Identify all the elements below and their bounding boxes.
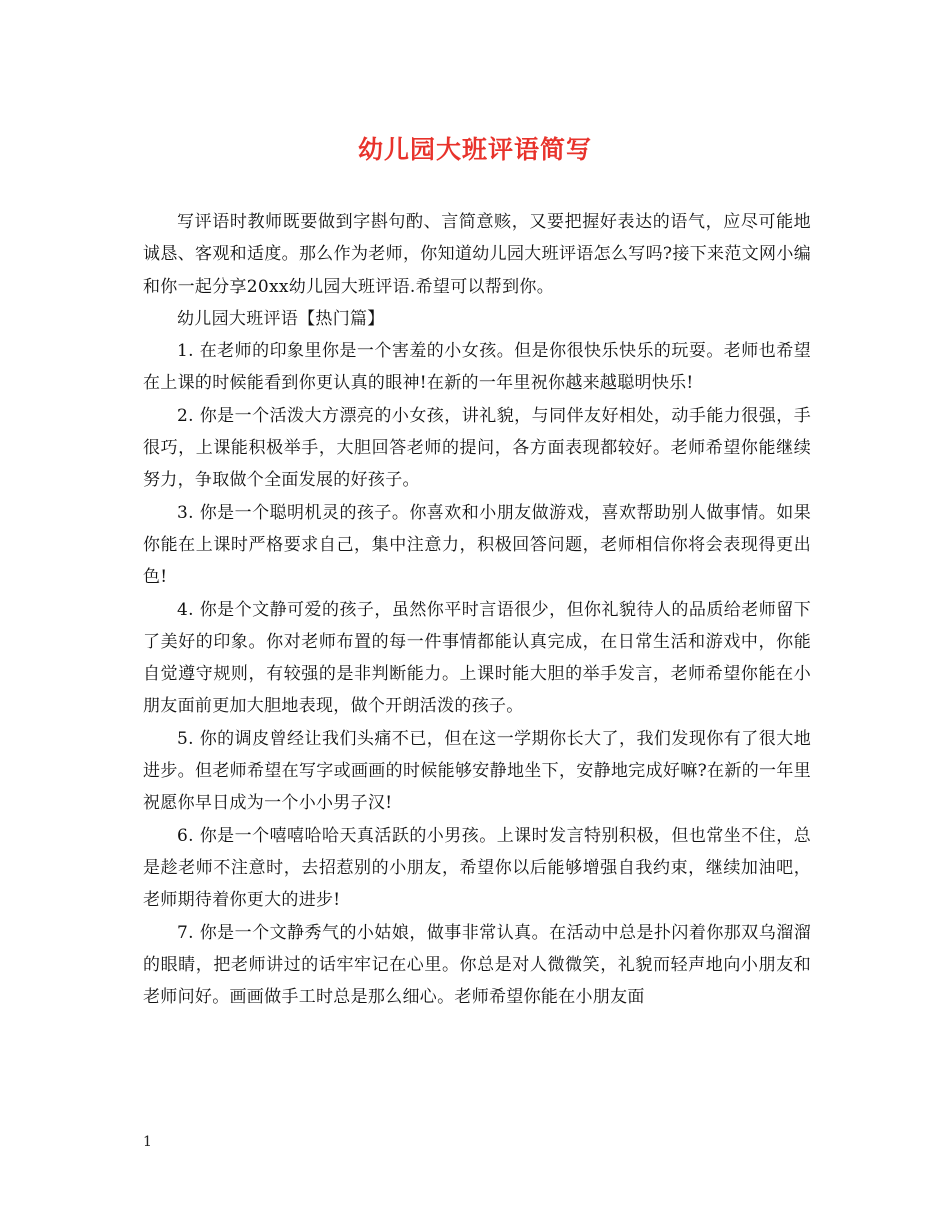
document-title: 幼儿园大班评语简写 (357, 135, 592, 164)
section-heading: 幼儿园大班评语【热门篇】 (177, 308, 385, 329)
comment-item-1: 1. 在老师的印象里你是一个害羞的小女孩。但是你很快乐快乐的玩耍。老师也希望在上课的时候能看到你更认真的眼神!在新的一年里祝你越来越聪明快乐! (143, 341, 811, 394)
document-body (143, 206, 811, 1013)
page-number: 1 (143, 1134, 152, 1150)
comment-item-5: 5. 你的调皮曾经让我们头痛不已，但在这一学期你长大了，我们发现你有了很大地进步。但老师希望在写字或画画的时候能够安静地坐下，安静地完成好嘛?在新的一年里祝愿你早日成为一个小小男子汉! (143, 728, 811, 814)
comment-item-3: 3. 你是一个聪明机灵的孩子。你喜欢和小朋友做游戏，喜欢帮助别人做事情。如果你能在上课时严格要求自己，集中注意力，积极回答问题，老师相信你将会表现得更出色! (143, 502, 811, 588)
comment-item-6: 6. 你是一个嘻嘻哈哈天真活跃的小男孩。上课时发言特别积极，但也常坐不住，总是趁老师不注意时，去招惹别的小朋友，希望你以后能够增强自我约束，继续加油吧，老师期待着你更大的进步! (143, 825, 811, 911)
comment-item-4: 4. 你是个文静可爱的孩子，虽然你平时言语很少，但你礼貌待人的品质给老师留下了美好的印象。你对老师布置的每一件事情都能认真完成，在日常生活和游戏中，你能自觉遵守规则，有较强的是非判断能力。上课时能大胆的举手发言，老师希望你能在小朋友面前更加大胆地表现，做个开朗活泼的孩子。 (143, 599, 811, 717)
comment-item-2: 2. 你是一个活泼大方漂亮的小女孩，讲礼貌，与同伴友好相处，动手能力很强，手很巧，上课能积极举手，大胆回答老师的提问，各方面表现都较好。老师希望你能继续努力，争取做个全面发展的好孩子。 (143, 405, 811, 491)
intro-paragraph: 写评语时教师既要做到字斟句酌、言简意赅，又要把握好表达的语气，应尽可能地诚恳、客观和适度。那么作为老师，你知道幼儿园大班评语怎么写吗?接下来范文网小编和你一起分享20xx幼儿园大班评语.希望可以帮到你。 (143, 212, 811, 297)
comment-item-7: 7. 你是一个文静秀气的小姑娘，做事非常认真。在活动中总是扑闪着你那双乌溜溜的眼睛，把老师讲过的话牢牢记在心里。你总是对人微微笑，礼貌而轻声地向小朋友和老师问好。画画做手工时总是那么细心。老师希望你能在小朋友面 (143, 922, 811, 1008)
